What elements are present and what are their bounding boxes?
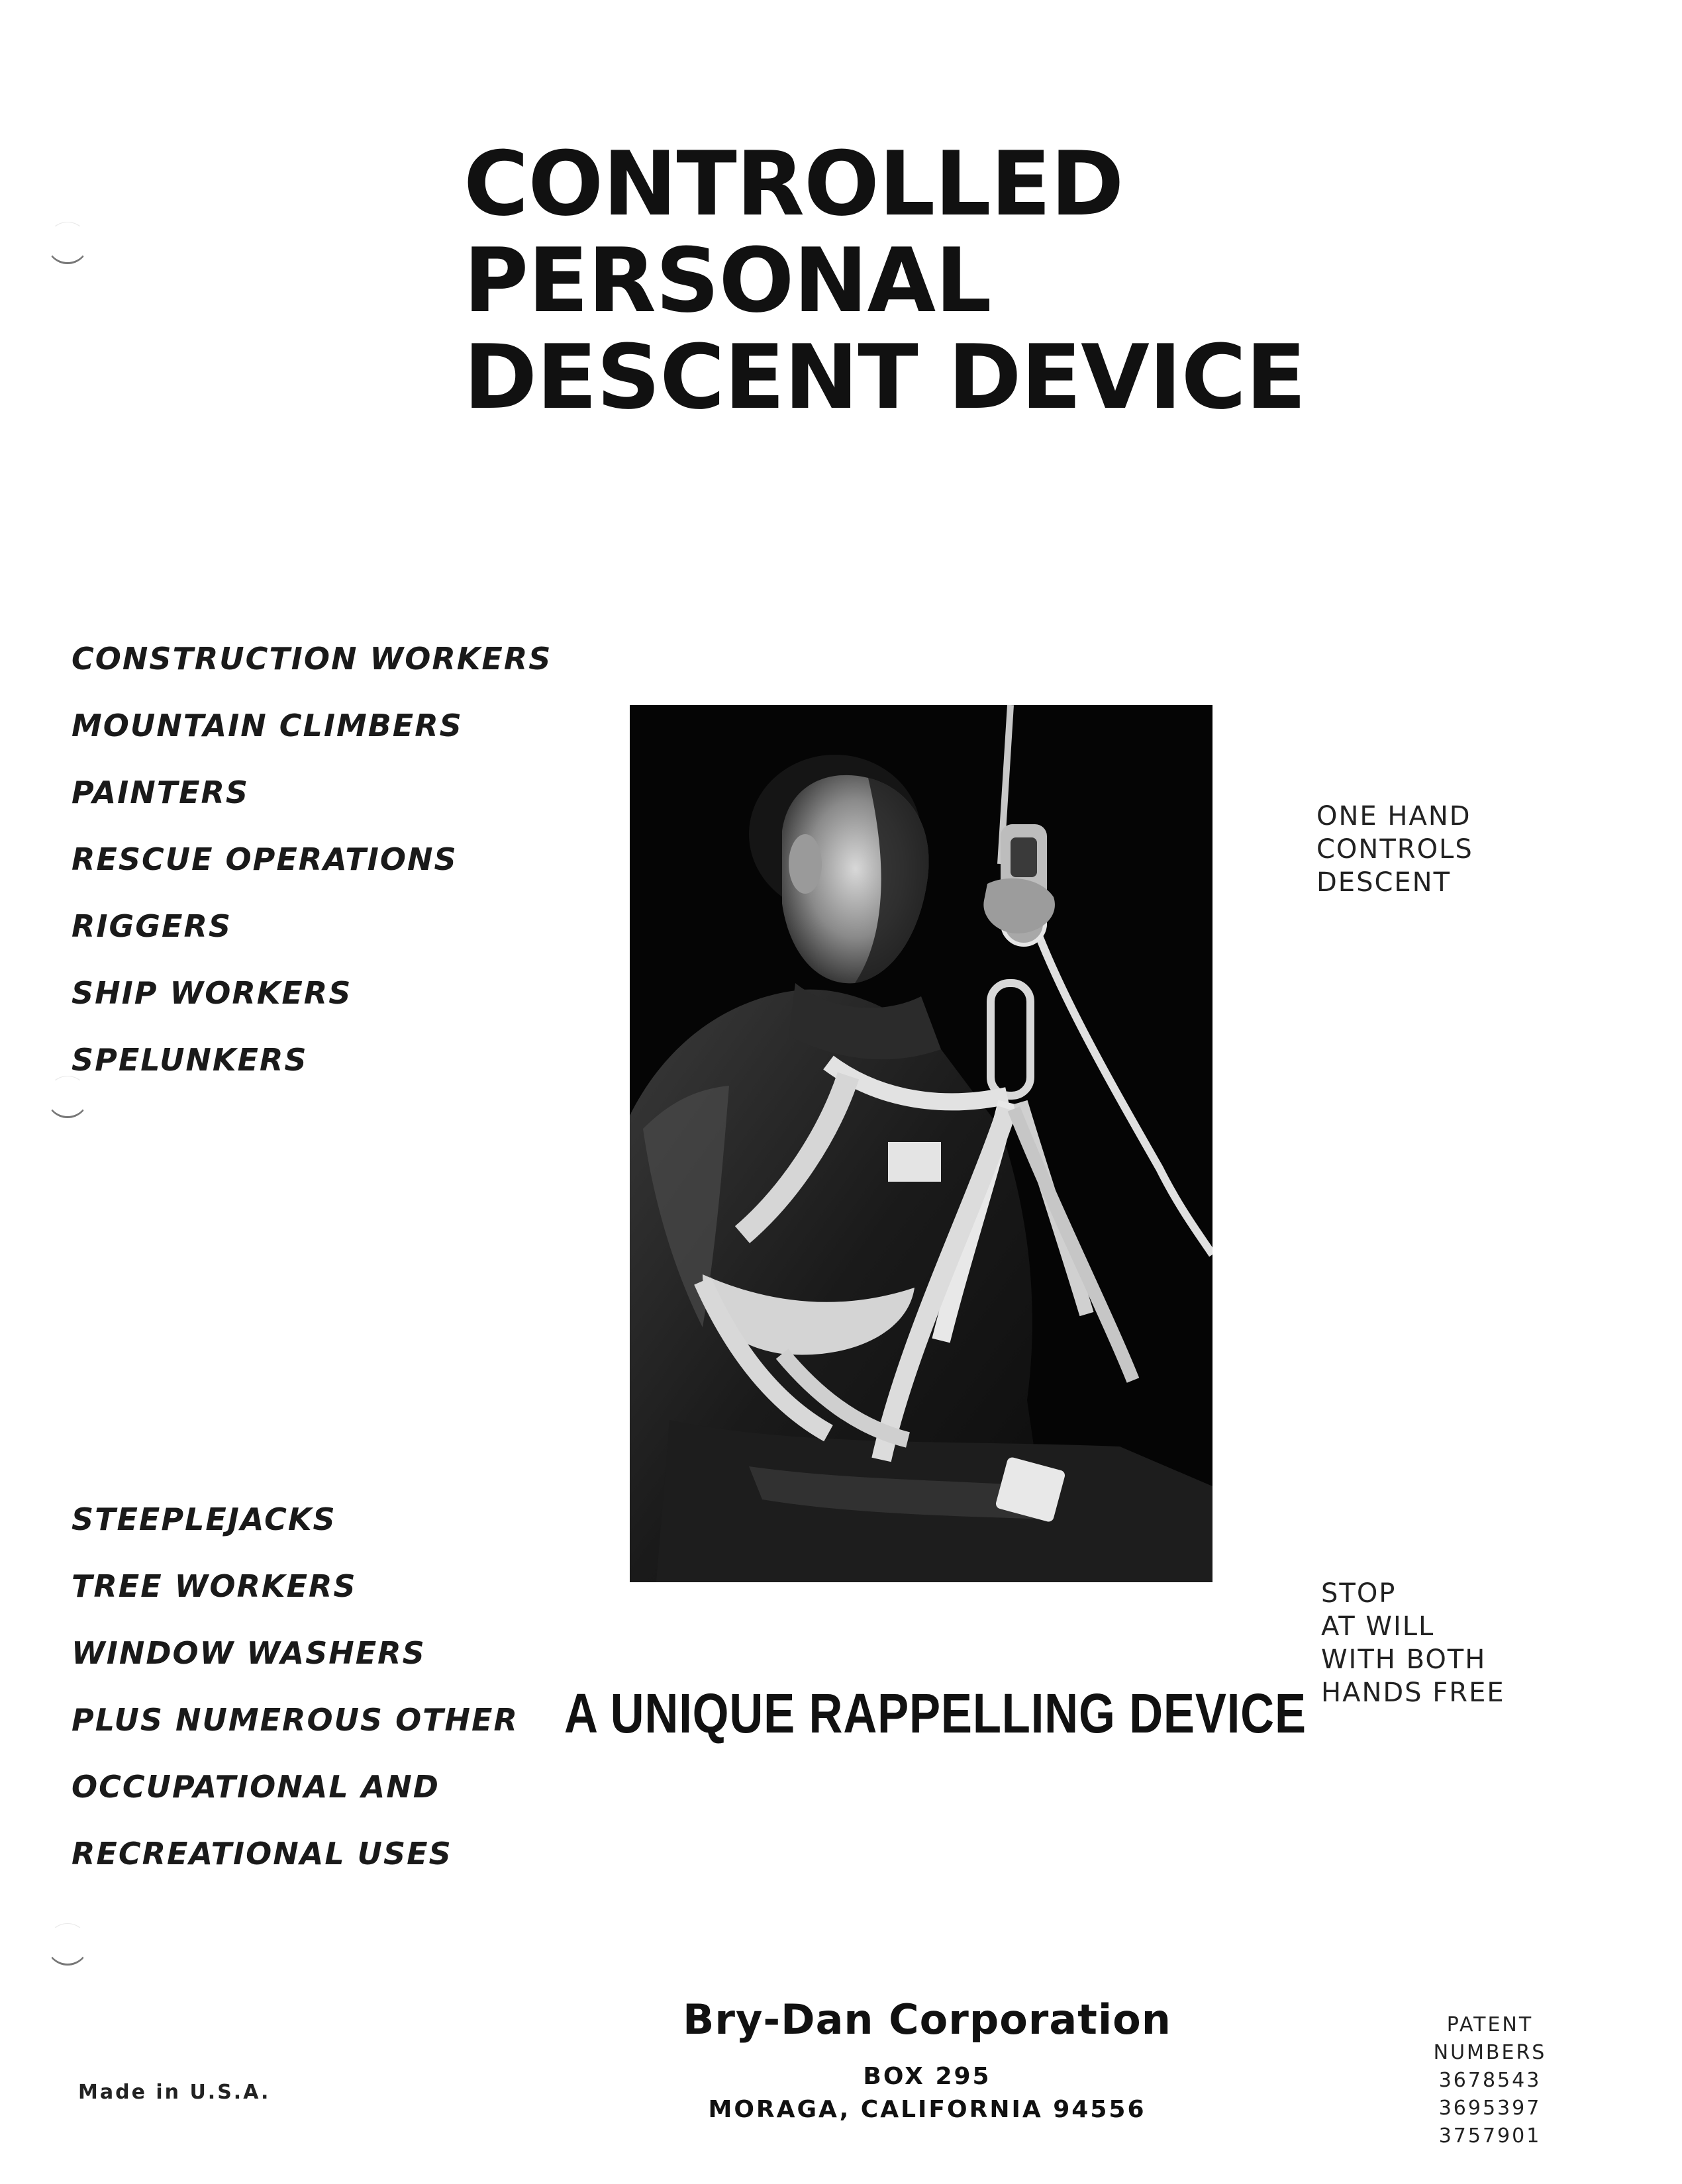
use-item: PAINTERS xyxy=(72,775,250,810)
note-line: ONE HAND xyxy=(1316,801,1471,831)
use-item: MOUNTAIN CLIMBERS xyxy=(72,708,463,743)
use-item: PLUS NUMEROUS OTHER xyxy=(72,1702,519,1738)
use-item: RESCUE OPERATIONS xyxy=(72,841,458,877)
use-item: WINDOW WASHERS xyxy=(72,1635,426,1671)
product-photo xyxy=(630,705,1212,1582)
title-line-2: PERSONAL xyxy=(464,229,991,332)
use-item: RIGGERS xyxy=(72,908,232,944)
patent-numbers xyxy=(1391,2011,1589,2150)
patent-number: 3678543 xyxy=(1438,2069,1542,2092)
note-stop-at-will xyxy=(1321,1577,1505,1709)
company-name: Bry-Dan Corporation xyxy=(683,1995,1171,2044)
company-block xyxy=(662,1993,1192,2126)
punch-hole-bottom xyxy=(46,1923,89,1966)
use-item: RECREATIONAL USES xyxy=(72,1836,452,1872)
note-one-hand-controls xyxy=(1316,800,1473,899)
title-line-1: CONTROLLED xyxy=(464,132,1124,236)
patent-number: 3757901 xyxy=(1438,2124,1542,2148)
title-line-3: DESCENT DEVICE xyxy=(464,326,1306,429)
use-item: SPELUNKERS xyxy=(72,1042,308,1078)
ear xyxy=(789,834,822,894)
use-item: STEEPLEJACKS xyxy=(72,1501,336,1537)
company-city: MORAGA, CALIFORNIA 94556 xyxy=(708,2096,1146,2123)
note-line: DESCENT xyxy=(1316,867,1452,898)
use-item: CONSTRUCTION WORKERS xyxy=(72,641,552,677)
patent-number: 3695397 xyxy=(1438,2097,1542,2120)
note-line: CONTROLS xyxy=(1316,834,1473,865)
use-item: TREE WORKERS xyxy=(72,1568,357,1604)
punch-hole-top xyxy=(46,222,89,264)
harness-buckle xyxy=(888,1142,941,1182)
tagline: A UNIQUE RAPPELLING DEVICE xyxy=(564,1682,1307,1744)
use-item: SHIP WORKERS xyxy=(72,975,352,1011)
company-po-box: BOX 295 xyxy=(863,2063,991,2090)
uses-list-top xyxy=(72,626,552,1094)
page-title xyxy=(464,132,1306,429)
use-item: OCCUPATIONAL AND xyxy=(72,1769,440,1805)
uses-list-bottom xyxy=(72,1486,519,1887)
patent-heading: PATENT NUMBERS xyxy=(1433,2013,1547,2064)
note-line: AT WILL xyxy=(1321,1611,1435,1642)
note-line: WITH BOTH xyxy=(1321,1644,1487,1675)
note-line: HANDS FREE xyxy=(1321,1678,1505,1708)
note-line: STOP xyxy=(1321,1578,1397,1609)
made-in-label: Made in U.S.A. xyxy=(78,2081,271,2104)
